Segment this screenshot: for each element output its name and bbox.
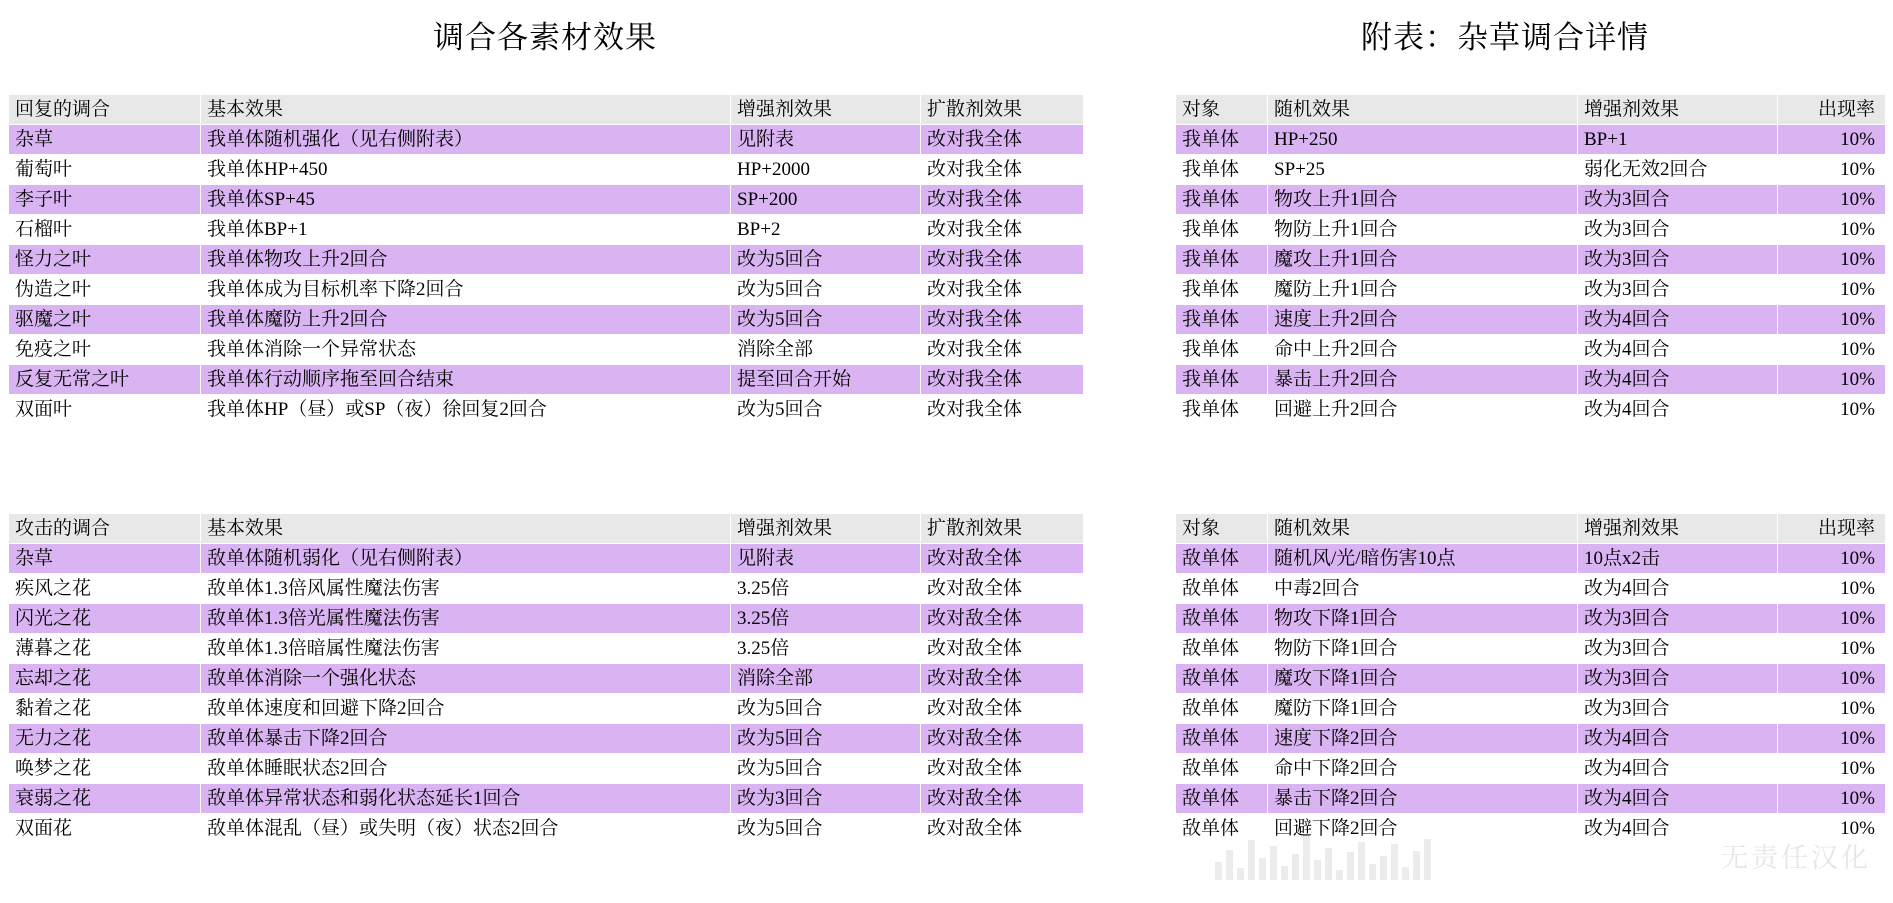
table-cell: 回避下降2回合 bbox=[1268, 814, 1578, 844]
table-cell: 改对我全体 bbox=[921, 305, 1084, 335]
table-cell: 无力之花 bbox=[9, 724, 201, 754]
column-header: 扩散剂效果 bbox=[921, 95, 1084, 125]
table-cell: BP+2 bbox=[731, 215, 921, 245]
table-cell: 消除全部 bbox=[731, 664, 921, 694]
table-cell: 怪力之叶 bbox=[9, 245, 201, 275]
table-cell: 我单体HP+450 bbox=[201, 155, 731, 185]
table-row bbox=[1176, 754, 1886, 784]
table-cell: 衰弱之花 bbox=[9, 784, 201, 814]
table-cell: 改为3回合 bbox=[1578, 275, 1778, 305]
table-cell: 10% bbox=[1778, 604, 1886, 634]
table-cell: 物防上升1回合 bbox=[1268, 215, 1578, 245]
right-section-title: 附表：杂草调合详情 bbox=[1361, 20, 1649, 55]
column-header: 基本效果 bbox=[201, 514, 731, 544]
column-header: 基本效果 bbox=[201, 95, 731, 125]
table-cell: BP+1 bbox=[1578, 125, 1778, 155]
table-cell: 石榴叶 bbox=[9, 215, 201, 245]
table-cell: 改为4回合 bbox=[1578, 305, 1778, 335]
table-cell: 李子叶 bbox=[9, 185, 201, 215]
table-cell: 我单体 bbox=[1176, 215, 1268, 245]
table-cell: 改对我全体 bbox=[921, 155, 1084, 185]
table-cell: 改为5回合 bbox=[731, 754, 921, 784]
table-cell: 我单体SP+45 bbox=[201, 185, 731, 215]
table-cell: 改对我全体 bbox=[921, 275, 1084, 305]
table-cell: 我单体随机强化（见右侧附表） bbox=[201, 125, 731, 155]
weed-attack-detail-table bbox=[1175, 513, 1886, 844]
table-cell: 薄暮之花 bbox=[9, 634, 201, 664]
column-header: 增强剂效果 bbox=[731, 95, 921, 125]
table-cell: 改对敌全体 bbox=[921, 754, 1084, 784]
table-cell: 10% bbox=[1778, 664, 1886, 694]
table-cell: 敌单体消除一个强化状态 bbox=[201, 664, 731, 694]
table-header-row bbox=[9, 95, 1084, 125]
table-cell: 我单体魔防上升2回合 bbox=[201, 305, 731, 335]
table-row bbox=[1176, 814, 1886, 844]
table-cell: 我单体成为目标机率下降2回合 bbox=[201, 275, 731, 305]
table-cell: 改为4回合 bbox=[1578, 784, 1778, 814]
table-row bbox=[1176, 784, 1886, 814]
table-cell: 改为5回合 bbox=[731, 305, 921, 335]
table-cell: 10% bbox=[1778, 305, 1886, 335]
table-cell: 双面叶 bbox=[9, 395, 201, 425]
table-cell: 10% bbox=[1778, 365, 1886, 395]
table-cell: 改对我全体 bbox=[921, 125, 1084, 155]
table-cell: 我单体行动顺序拖至回合结束 bbox=[201, 365, 731, 395]
table-cell: 杂草 bbox=[9, 544, 201, 574]
table-cell: 改对敌全体 bbox=[921, 784, 1084, 814]
table-cell: 敌单体 bbox=[1176, 664, 1268, 694]
weed-recover-detail-table bbox=[1175, 94, 1886, 425]
table-cell: 改对我全体 bbox=[921, 185, 1084, 215]
table-cell: 3.25倍 bbox=[731, 634, 921, 664]
table-cell: 杂草 bbox=[9, 125, 201, 155]
table-cell: 3.25倍 bbox=[731, 574, 921, 604]
table-row bbox=[1176, 365, 1886, 395]
table-cell: 10% bbox=[1778, 215, 1886, 245]
table-cell: 10% bbox=[1778, 125, 1886, 155]
table-cell: 敌单体 bbox=[1176, 604, 1268, 634]
table-cell: 中毒2回合 bbox=[1268, 574, 1578, 604]
table-cell: 改对敌全体 bbox=[921, 544, 1084, 574]
recover-synthesis-table bbox=[8, 94, 1084, 425]
column-header: 回复的调合 bbox=[9, 95, 201, 125]
table-cell: SP+200 bbox=[731, 185, 921, 215]
table-cell: 敌单体1.3倍风属性魔法伤害 bbox=[201, 574, 731, 604]
table-cell: 回避上升2回合 bbox=[1268, 395, 1578, 425]
table-cell: 我单体BP+1 bbox=[201, 215, 731, 245]
table-row bbox=[9, 215, 1084, 245]
table-cell: 10% bbox=[1778, 694, 1886, 724]
table-cell: 改为4回合 bbox=[1578, 365, 1778, 395]
table-row bbox=[1176, 125, 1886, 155]
column-header: 增强剂效果 bbox=[1578, 514, 1778, 544]
table-cell: 速度上升2回合 bbox=[1268, 305, 1578, 335]
table-row bbox=[9, 155, 1084, 185]
table-cell: 物攻下降1回合 bbox=[1268, 604, 1578, 634]
table-cell: 暴击下降2回合 bbox=[1268, 784, 1578, 814]
table-cell: 伪造之叶 bbox=[9, 275, 201, 305]
table-cell: 随机风/光/暗伤害10点 bbox=[1268, 544, 1578, 574]
table-cell: 改为3回合 bbox=[1578, 185, 1778, 215]
table-cell: 敌单体 bbox=[1176, 634, 1268, 664]
table-cell: 弱化无效2回合 bbox=[1578, 155, 1778, 185]
table-cell: 敌单体 bbox=[1176, 544, 1268, 574]
table-row bbox=[9, 365, 1084, 395]
table-cell: 我单体 bbox=[1176, 185, 1268, 215]
table-cell: 我单体 bbox=[1176, 305, 1268, 335]
table-cell: 敌单体 bbox=[1176, 814, 1268, 844]
table-cell: 敌单体 bbox=[1176, 694, 1268, 724]
table-cell: 改对敌全体 bbox=[921, 694, 1084, 724]
table-row bbox=[1176, 305, 1886, 335]
table-row bbox=[1176, 574, 1886, 604]
table-row bbox=[9, 574, 1084, 604]
table-cell: 改为3回合 bbox=[1578, 694, 1778, 724]
column-header: 对象 bbox=[1176, 95, 1268, 125]
table-row bbox=[9, 275, 1084, 305]
table-cell: 我单体物攻上升2回合 bbox=[201, 245, 731, 275]
table-row bbox=[1176, 185, 1886, 215]
table-row bbox=[9, 245, 1084, 275]
table-row bbox=[1176, 215, 1886, 245]
table-row bbox=[1176, 335, 1886, 365]
table-cell: 黏着之花 bbox=[9, 694, 201, 724]
table-row bbox=[1176, 604, 1886, 634]
table-cell: 改为4回合 bbox=[1578, 335, 1778, 365]
column-header: 随机效果 bbox=[1268, 95, 1578, 125]
table-row bbox=[9, 814, 1084, 844]
table-cell: 改对我全体 bbox=[921, 395, 1084, 425]
table-cell: 改为3回合 bbox=[1578, 604, 1778, 634]
table-row bbox=[1176, 155, 1886, 185]
table-cell: 改对我全体 bbox=[921, 245, 1084, 275]
table-row bbox=[9, 305, 1084, 335]
table-row bbox=[1176, 694, 1886, 724]
table-cell: 10% bbox=[1778, 155, 1886, 185]
table-row bbox=[9, 604, 1084, 634]
table-cell: 改为4回合 bbox=[1578, 395, 1778, 425]
table-cell: 我单体HP（昼）或SP（夜）徐回复2回合 bbox=[201, 395, 731, 425]
table-cell: 10% bbox=[1778, 245, 1886, 275]
table-cell: 10% bbox=[1778, 784, 1886, 814]
table-cell: 敌单体 bbox=[1176, 724, 1268, 754]
table-cell: 改为4回合 bbox=[1578, 574, 1778, 604]
table-row bbox=[1176, 395, 1886, 425]
table-cell: 命中上升2回合 bbox=[1268, 335, 1578, 365]
table-cell: 免疫之叶 bbox=[9, 335, 201, 365]
table-cell: 10% bbox=[1778, 634, 1886, 664]
table-cell: 敌单体1.3倍光属性魔法伤害 bbox=[201, 604, 731, 634]
column-header: 攻击的调合 bbox=[9, 514, 201, 544]
column-header: 增强剂效果 bbox=[1578, 95, 1778, 125]
table-cell: 疾风之花 bbox=[9, 574, 201, 604]
table-cell: 改对我全体 bbox=[921, 365, 1084, 395]
table-cell: 10% bbox=[1778, 544, 1886, 574]
table-cell: 3.25倍 bbox=[731, 604, 921, 634]
table-cell: 敌单体1.3倍暗属性魔法伤害 bbox=[201, 634, 731, 664]
table-cell: 魔防下降1回合 bbox=[1268, 694, 1578, 724]
table-cell: 我单体 bbox=[1176, 125, 1268, 155]
table-cell: 魔攻下降1回合 bbox=[1268, 664, 1578, 694]
table-cell: 暴击上升2回合 bbox=[1268, 365, 1578, 395]
table-cell: 改为5回合 bbox=[731, 395, 921, 425]
table-cell: 葡萄叶 bbox=[9, 155, 201, 185]
table-cell: 敌单体 bbox=[1176, 574, 1268, 604]
table-cell: 改对敌全体 bbox=[921, 634, 1084, 664]
table-row bbox=[1176, 245, 1886, 275]
table-header-row bbox=[9, 514, 1084, 544]
table-cell: 敌单体暴击下降2回合 bbox=[201, 724, 731, 754]
table-cell: 10% bbox=[1778, 574, 1886, 604]
table-cell: 反复无常之叶 bbox=[9, 365, 201, 395]
table-cell: 改对敌全体 bbox=[921, 604, 1084, 634]
table-cell: 改为3回合 bbox=[1578, 215, 1778, 245]
table-row bbox=[9, 125, 1084, 155]
table-cell: 10% bbox=[1778, 754, 1886, 784]
table-cell: 改为3回合 bbox=[1578, 634, 1778, 664]
column-header: 出现率 bbox=[1778, 514, 1886, 544]
table-cell: 我单体 bbox=[1176, 245, 1268, 275]
table-row bbox=[1176, 544, 1886, 574]
table-cell: 改为4回合 bbox=[1578, 754, 1778, 784]
table-cell: 改对敌全体 bbox=[921, 724, 1084, 754]
table-cell: 改为3回合 bbox=[731, 784, 921, 814]
column-header: 增强剂效果 bbox=[731, 514, 921, 544]
table-cell: 我单体 bbox=[1176, 365, 1268, 395]
table-row bbox=[9, 395, 1084, 425]
table-cell: 改对我全体 bbox=[921, 335, 1084, 365]
table-cell: 改为5回合 bbox=[731, 275, 921, 305]
table-cell: HP+2000 bbox=[731, 155, 921, 185]
table-cell: 我单体消除一个异常状态 bbox=[201, 335, 731, 365]
table-row bbox=[9, 544, 1084, 574]
table-cell: 忘却之花 bbox=[9, 664, 201, 694]
table-row bbox=[9, 335, 1084, 365]
table-cell: 魔防上升1回合 bbox=[1268, 275, 1578, 305]
table-row bbox=[9, 754, 1084, 784]
column-header: 对象 bbox=[1176, 514, 1268, 544]
column-header: 扩散剂效果 bbox=[921, 514, 1084, 544]
column-header: 随机效果 bbox=[1268, 514, 1578, 544]
table-cell: 改为4回合 bbox=[1578, 724, 1778, 754]
table-row bbox=[9, 185, 1084, 215]
table-cell: 我单体 bbox=[1176, 335, 1268, 365]
table-cell: 改为3回合 bbox=[1578, 664, 1778, 694]
table-cell: 闪光之花 bbox=[9, 604, 201, 634]
table-cell: 改为5回合 bbox=[731, 724, 921, 754]
table-cell: 改为3回合 bbox=[1578, 245, 1778, 275]
table-cell: 唤梦之花 bbox=[9, 754, 201, 784]
table-cell: 改对敌全体 bbox=[921, 574, 1084, 604]
table-cell: 敌单体随机弱化（见右侧附表） bbox=[201, 544, 731, 574]
table-cell: 敌单体异常状态和弱化状态延长1回合 bbox=[201, 784, 731, 814]
table-row bbox=[1176, 664, 1886, 694]
table-cell: 改对敌全体 bbox=[921, 664, 1084, 694]
table-cell: 敌单体睡眠状态2回合 bbox=[201, 754, 731, 784]
table-row bbox=[9, 724, 1084, 754]
table-cell: 改对我全体 bbox=[921, 215, 1084, 245]
table-cell: 10% bbox=[1778, 724, 1886, 754]
table-cell: SP+25 bbox=[1268, 155, 1578, 185]
table-cell: 物防下降1回合 bbox=[1268, 634, 1578, 664]
table-header-row bbox=[1176, 95, 1886, 125]
table-row bbox=[9, 664, 1084, 694]
table-cell: 10% bbox=[1778, 335, 1886, 365]
table-cell: 10% bbox=[1778, 395, 1886, 425]
table-cell: 双面花 bbox=[9, 814, 201, 844]
table-cell: 驱魔之叶 bbox=[9, 305, 201, 335]
table-cell: 见附表 bbox=[731, 125, 921, 155]
left-section-title: 调合各素材效果 bbox=[433, 20, 657, 55]
table-cell: 我单体 bbox=[1176, 275, 1268, 305]
table-cell: 敌单体速度和回避下降2回合 bbox=[201, 694, 731, 724]
table-cell: 敌单体 bbox=[1176, 784, 1268, 814]
table-row bbox=[1176, 275, 1886, 305]
table-cell: 见附表 bbox=[731, 544, 921, 574]
table-row bbox=[9, 784, 1084, 814]
table-cell: 消除全部 bbox=[731, 335, 921, 365]
table-header-row bbox=[1176, 514, 1886, 544]
table-cell: 敌单体混乱（昼）或失明（夜）状态2回合 bbox=[201, 814, 731, 844]
table-cell: 10% bbox=[1778, 275, 1886, 305]
table-row bbox=[9, 694, 1084, 724]
table-cell: 改为5回合 bbox=[731, 814, 921, 844]
column-header: 出现率 bbox=[1778, 95, 1886, 125]
table-cell: 改为5回合 bbox=[731, 694, 921, 724]
table-cell: 提至回合开始 bbox=[731, 365, 921, 395]
table-cell: 速度下降2回合 bbox=[1268, 724, 1578, 754]
table-cell: 魔攻上升1回合 bbox=[1268, 245, 1578, 275]
table-cell: 10% bbox=[1778, 814, 1886, 844]
table-row bbox=[1176, 724, 1886, 754]
table-cell: 命中下降2回合 bbox=[1268, 754, 1578, 784]
table-cell: 改为4回合 bbox=[1578, 814, 1778, 844]
table-cell: 10% bbox=[1778, 185, 1886, 215]
watermark-text: 无责任汉化 bbox=[1721, 843, 1871, 873]
table-cell: 我单体 bbox=[1176, 395, 1268, 425]
attack-synthesis-table bbox=[8, 513, 1084, 844]
table-cell: 10点x2击 bbox=[1578, 544, 1778, 574]
table-cell: 物攻上升1回合 bbox=[1268, 185, 1578, 215]
table-row bbox=[1176, 634, 1886, 664]
table-cell: 敌单体 bbox=[1176, 754, 1268, 784]
table-cell: 改为5回合 bbox=[731, 245, 921, 275]
table-row bbox=[9, 634, 1084, 664]
table-cell: 我单体 bbox=[1176, 155, 1268, 185]
table-cell: 改对敌全体 bbox=[921, 814, 1084, 844]
table-cell: HP+250 bbox=[1268, 125, 1578, 155]
